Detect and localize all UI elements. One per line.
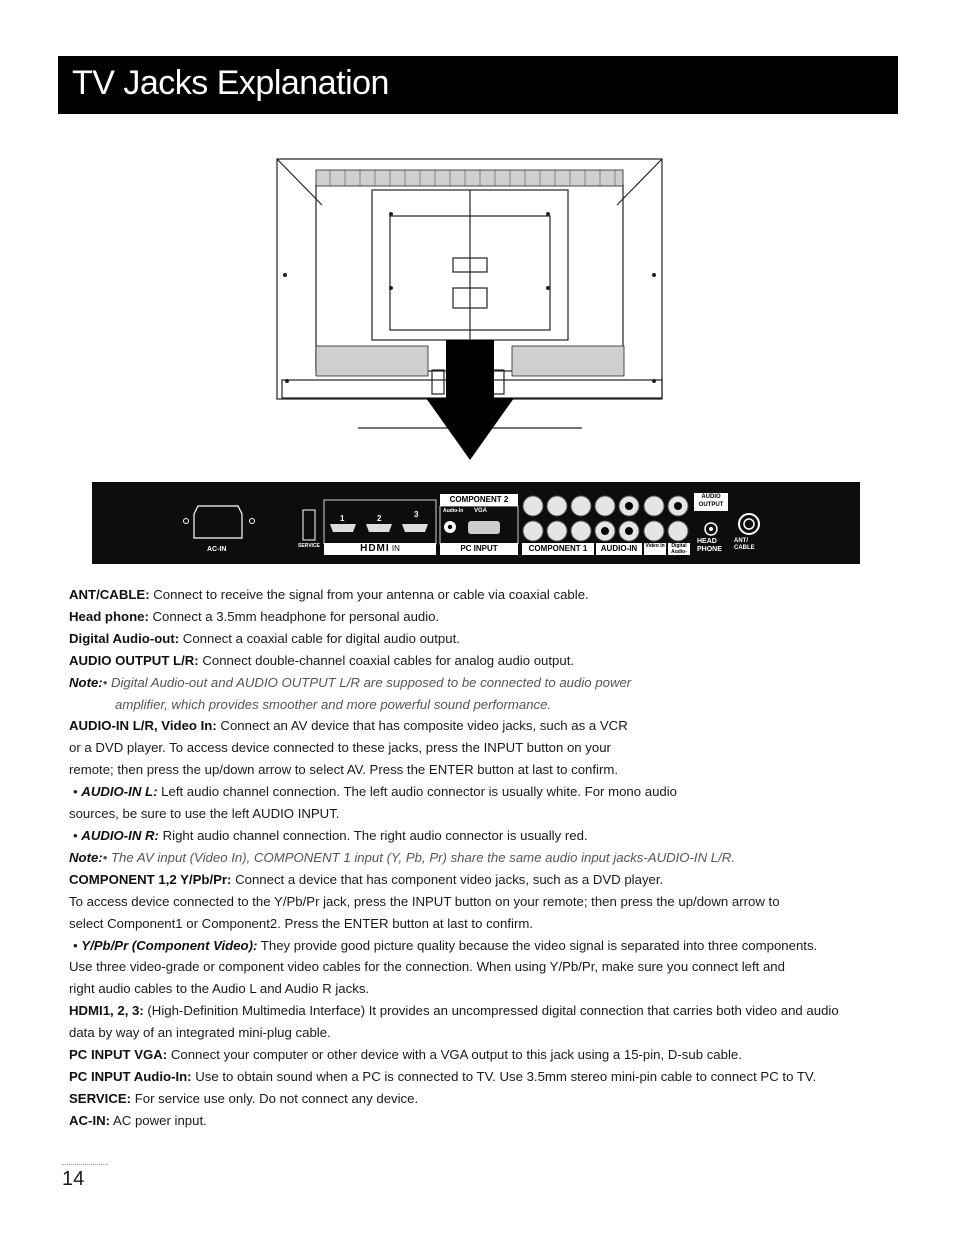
ac-in-desc — [69, 1110, 929, 1132]
digital-audio-out-label: Digital Audio-out — [668, 543, 690, 555]
audio-output-label: AUDIO OUTPUT — [694, 493, 728, 511]
desc: Connect double-channel coaxial cables for analog audio output. — [198, 652, 575, 668]
hdmi-in-text: IN — [391, 544, 400, 553]
audio-in-r-desc — [69, 825, 929, 847]
pc-audio-in-label: Audio-In — [443, 508, 464, 514]
audio-output-desc — [69, 650, 929, 672]
audio-in-video-line3: remote; then press the up/down arrow to select AV. Press the ENTER button at last to confirm. — [69, 762, 619, 778]
note-2 — [69, 847, 929, 869]
down-arrow-icon — [426, 340, 514, 460]
desc: (High-Definition Multimedia Interface) It provides an uncompressed digital connection that carries both video and audio — [143, 1003, 839, 1019]
desc: Use to obtain sound when a PC is connected to TV. Use 3.5mm stereo mini-pin cable to connect PC to TV. — [191, 1068, 817, 1084]
ypbpr-line3: right audio cables to the Audio L and Audio R jacks. — [69, 981, 370, 997]
bullet: • — [73, 937, 78, 953]
pc-audio-desc — [69, 1066, 929, 1088]
component2-label: COMPONENT 2 — [440, 494, 518, 506]
service-desc — [69, 1088, 929, 1110]
audio-in-l-line2: sources, be sure to use the left AUDIO INPUT. — [69, 806, 340, 822]
desc: Right audio channel connection. The right audio connector is usually red. — [158, 827, 588, 843]
digital-audio-desc — [69, 628, 929, 650]
term: AUDIO-IN R: — [81, 827, 159, 843]
desc: For service use only. Do not connect any device. — [131, 1090, 419, 1106]
desc: AC power input. — [110, 1112, 207, 1128]
ant-cable-label: ANT/ CABLE — [734, 538, 755, 551]
audio-in-video-desc — [69, 715, 929, 737]
desc: They provide good picture quality because the video signal is separated into three components. — [257, 937, 818, 953]
service-label: SERVICE — [298, 543, 320, 549]
vga-label: VGA — [474, 508, 488, 514]
video-in-label: Video In — [644, 543, 666, 555]
audio-in-label: AUDIO-IN — [596, 543, 642, 555]
term: COMPONENT 1,2 Y/Pb/Pr: — [69, 871, 232, 887]
audio-in-l-desc — [69, 781, 929, 803]
term: AUDIO-IN L: — [81, 784, 158, 800]
ac-in-socket — [184, 506, 255, 538]
term: Y/Pb/Pr (Component Video): — [81, 937, 258, 953]
term: AUDIO-IN L/R, Video In: — [69, 718, 217, 734]
term: ANT/CABLE: — [69, 587, 150, 602]
component-line2: To access device connected to the Y/Pb/Pr jack, press the INPUT button on your remote; then press the up/down arrow to — [69, 893, 780, 909]
jack-panel — [92, 482, 860, 564]
ant-cable-desc — [69, 584, 929, 606]
pc-vga-desc — [69, 1044, 929, 1066]
jack-descriptions — [69, 584, 929, 1132]
head-phone-desc — [69, 606, 929, 628]
page-number: 14 — [62, 1168, 85, 1190]
term: AC-IN: — [69, 1112, 111, 1128]
head-phone-label: HEAD PHONE — [697, 538, 722, 553]
component-desc — [69, 869, 929, 891]
component1-label: COMPONENT 1 — [522, 543, 594, 555]
audio-in-video-line2: or a DVD player. To access device connected to these jacks, press the INPUT button on your — [69, 740, 611, 756]
note-text: • The AV input (Video In), COMPONENT 1 input (Y, Pb, Pr) share the same audio input jacks-AUDIO-IN L/R. — [102, 849, 735, 865]
desc: Connect a device that has component video jacks, such as a DVD player. — [231, 871, 664, 887]
hdmi-logo: HDMI — [360, 543, 390, 554]
term: SERVICE: — [69, 1090, 132, 1106]
bullet: • — [73, 784, 78, 800]
hdmi-number-1: 1 — [340, 514, 345, 523]
vga-port — [468, 521, 500, 534]
hdmi-number-3: 3 — [414, 510, 419, 519]
ant-cable-jack — [739, 514, 759, 534]
desc: Left audio channel connection. The left audio connector is usually white. For mono audio — [157, 784, 678, 800]
hdmi-in-label — [324, 543, 436, 555]
note-text: • Digital Audio-out and AUDIO OUTPUT L/R are supposed to be connected to audio power — [102, 674, 632, 690]
component-line3: select Component1 or Component2. Press the ENTER button at last to confirm. — [69, 915, 533, 931]
term: HDMI1, 2, 3: — [69, 1003, 144, 1019]
term: PC INPUT VGA: — [69, 1047, 168, 1063]
ypbpr-desc — [69, 935, 929, 957]
desc: Connect a 3.5mm headphone for personal audio. — [148, 608, 440, 624]
hdmi-number-2: 2 — [377, 514, 382, 523]
term: Digital Audio-out: — [69, 630, 180, 646]
page-title: TV Jacks Explanation — [72, 64, 389, 102]
tv-rear-illustration — [0, 0, 954, 480]
ac-in-label: AC-IN — [207, 546, 227, 553]
term: PC INPUT Audio-In: — [69, 1068, 192, 1084]
ypbpr-line2: Use three video-grade or component video cables for the connection. When using Y/Pb/Pr, make sure you connect left and — [69, 959, 785, 975]
desc: Connect your computer or other device with a VGA output to this jack using a 15-pin, D-sub cable. — [167, 1047, 742, 1063]
desc: Connect an AV device that has composite video jacks, such as a VCR — [216, 718, 628, 734]
term: Head phone: — [69, 608, 149, 624]
note-1 — [69, 672, 929, 694]
note-label: Note: — [69, 674, 103, 690]
term: AUDIO OUTPUT L/R: — [69, 652, 199, 668]
note-1-cont: amplifier, which provides smoother and more powerful sound performance. — [115, 696, 552, 712]
note-label: Note: — [69, 849, 103, 865]
desc: Connect a coaxial cable for digital audio output. — [179, 630, 460, 646]
bullet: • — [73, 827, 78, 843]
service-port — [303, 510, 315, 540]
pc-input-label: PC INPUT — [440, 543, 518, 555]
hdmi-desc — [69, 1000, 929, 1022]
desc: Connect to receive the signal from your antenna or cable via coaxial cable. — [149, 587, 589, 602]
hdmi-line2: data by way of an integrated mini-plug cable. — [69, 1025, 331, 1041]
page-number-divider — [62, 1164, 108, 1165]
